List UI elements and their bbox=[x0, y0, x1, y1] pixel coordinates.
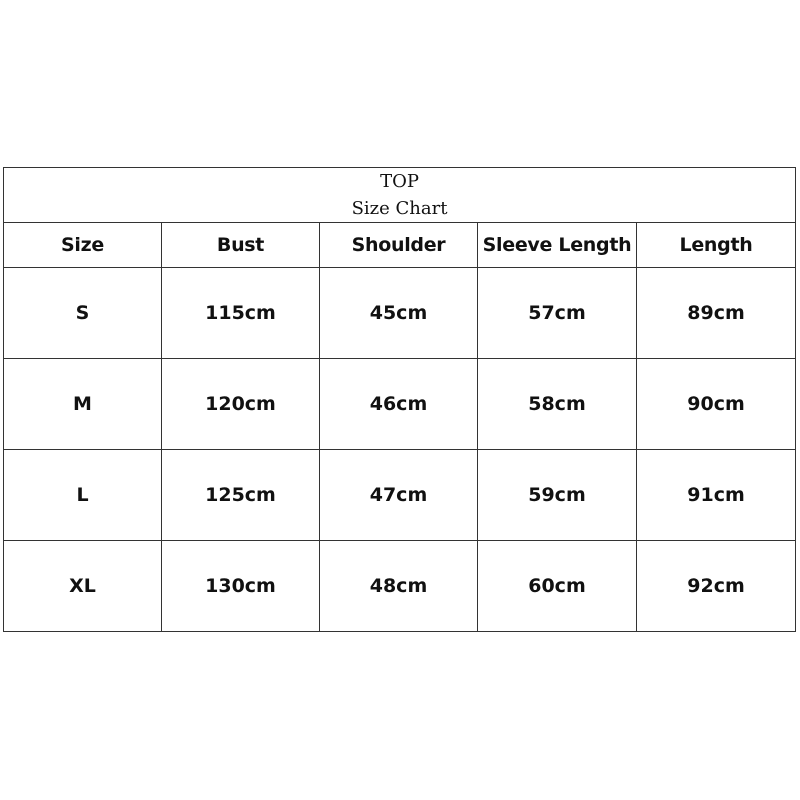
cell-length: 91cm bbox=[637, 450, 796, 541]
title-top: TOP bbox=[380, 171, 419, 192]
cell-shoulder: 47cm bbox=[320, 450, 478, 541]
cell-bust: 130cm bbox=[162, 541, 320, 632]
cell-size: M bbox=[4, 359, 162, 450]
table-row bbox=[4, 450, 796, 541]
header-sleeve-length: Sleeve Length bbox=[478, 223, 637, 268]
size-chart-table bbox=[3, 167, 796, 632]
header-row bbox=[4, 223, 796, 268]
header-size: Size bbox=[4, 223, 162, 268]
cell-shoulder: 48cm bbox=[320, 541, 478, 632]
cell-length: 89cm bbox=[637, 268, 796, 359]
cell-size: L bbox=[4, 450, 162, 541]
table-row bbox=[4, 359, 796, 450]
cell-bust: 125cm bbox=[162, 450, 320, 541]
header-shoulder: Shoulder bbox=[320, 223, 478, 268]
table-title bbox=[4, 168, 796, 223]
cell-length: 90cm bbox=[637, 359, 796, 450]
title-row bbox=[4, 168, 796, 223]
cell-size: XL bbox=[4, 541, 162, 632]
cell-bust: 120cm bbox=[162, 359, 320, 450]
header-length: Length bbox=[637, 223, 796, 268]
cell-sleeve-length: 57cm bbox=[478, 268, 637, 359]
cell-shoulder: 46cm bbox=[320, 359, 478, 450]
cell-size: S bbox=[4, 268, 162, 359]
cell-sleeve-length: 58cm bbox=[478, 359, 637, 450]
table-row bbox=[4, 268, 796, 359]
cell-sleeve-length: 60cm bbox=[478, 541, 637, 632]
header-bust: Bust bbox=[162, 223, 320, 268]
cell-bust: 115cm bbox=[162, 268, 320, 359]
table-row bbox=[4, 541, 796, 632]
cell-length: 92cm bbox=[637, 541, 796, 632]
cell-shoulder: 45cm bbox=[320, 268, 478, 359]
title-size-chart: Size Chart bbox=[351, 198, 448, 219]
cell-sleeve-length: 59cm bbox=[478, 450, 637, 541]
